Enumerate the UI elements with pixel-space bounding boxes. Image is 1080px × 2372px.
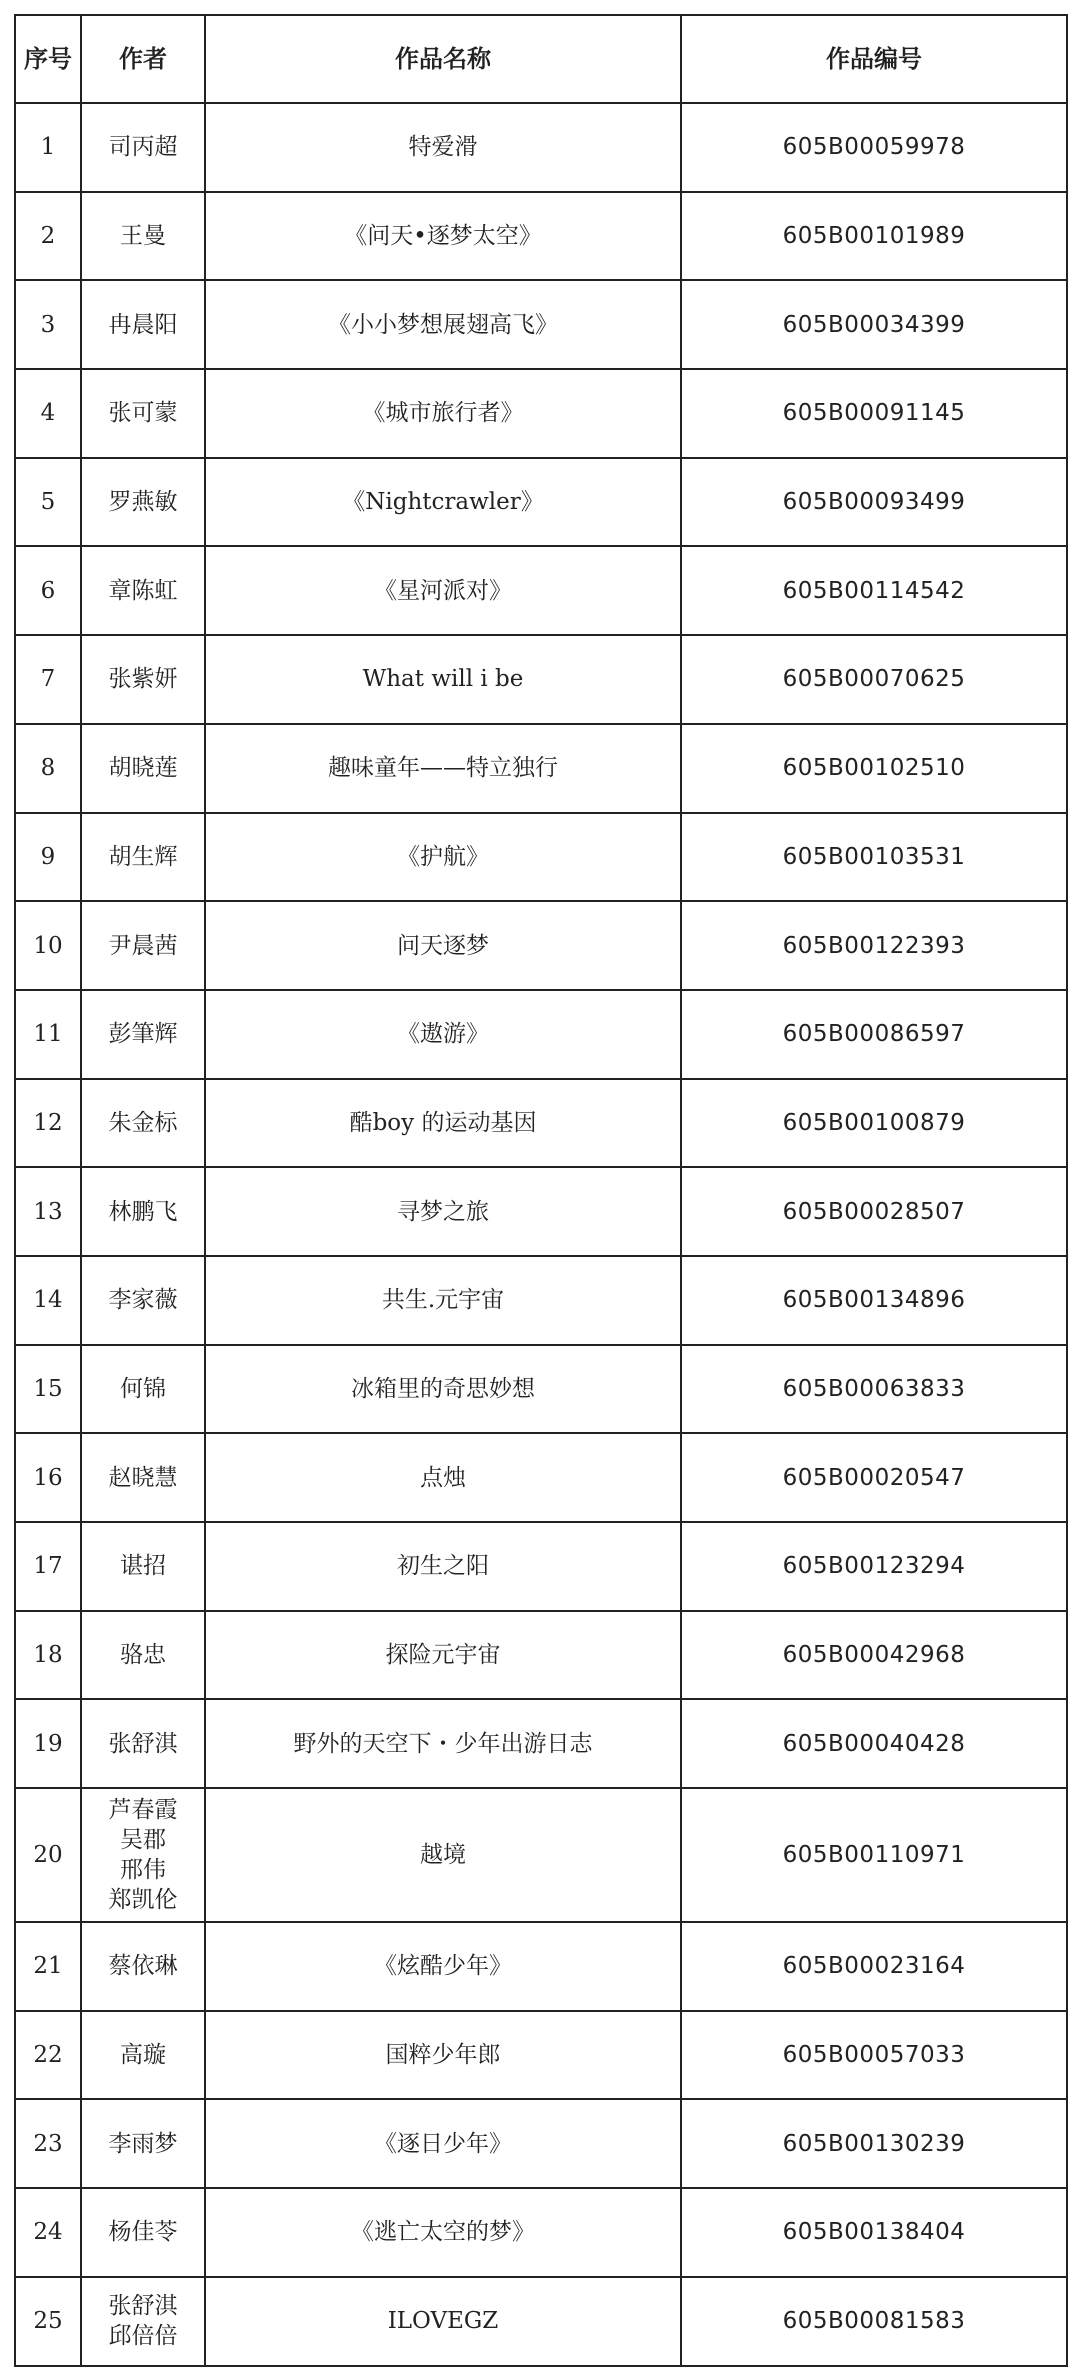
row-authors	[81, 103, 205, 192]
table-row	[15, 458, 1067, 547]
row-code: 605B00101989	[681, 192, 1067, 281]
row-title: 趣味童年——特立独行	[205, 724, 681, 813]
row-title: 国粹少年郎	[205, 2011, 681, 2100]
row-code: 605B00020547	[681, 1433, 1067, 1522]
row-index: 2	[15, 192, 81, 281]
table-row	[15, 1345, 1067, 1434]
row-authors	[81, 635, 205, 724]
table-row	[15, 724, 1067, 813]
author-name: 李家薇	[108, 1287, 178, 1314]
row-authors	[81, 2188, 205, 2277]
row-code: 605B00063833	[681, 1345, 1067, 1434]
header-index: 序号	[15, 15, 81, 103]
row-code: 605B00034399	[681, 280, 1067, 369]
row-code: 605B00028507	[681, 1167, 1067, 1256]
author-name: 吴郡	[120, 1827, 166, 1854]
author-name: 谌招	[120, 1553, 166, 1580]
table-row	[15, 546, 1067, 635]
author-name: 林鹏飞	[108, 1198, 178, 1225]
row-title: ILOVEGZ	[205, 2277, 681, 2366]
row-index: 7	[15, 635, 81, 724]
author-name: 彭筆辉	[108, 1021, 178, 1048]
author-name: 王曼	[120, 223, 166, 250]
row-authors	[81, 2277, 205, 2366]
row-title: 《逃亡太空的梦》	[205, 2188, 681, 2277]
table-row	[15, 103, 1067, 192]
table-row	[15, 1167, 1067, 1256]
table-row	[15, 2099, 1067, 2188]
row-title: 寻梦之旅	[205, 1167, 681, 1256]
author-name: 李雨梦	[108, 2130, 178, 2157]
row-index: 16	[15, 1433, 81, 1522]
row-authors	[81, 192, 205, 281]
row-index: 12	[15, 1079, 81, 1168]
row-title: 探险元宇宙	[205, 1611, 681, 1700]
author-name: 张紫妍	[108, 666, 178, 693]
row-index: 17	[15, 1522, 81, 1611]
table-body	[15, 103, 1067, 2366]
author-name: 杨佳苓	[108, 2219, 178, 2246]
row-title: 《逐日少年》	[205, 2099, 681, 2188]
row-title: 酷boy 的运动基因	[205, 1079, 681, 1168]
row-title: 《小小梦想展翅高飞》	[205, 280, 681, 369]
row-authors	[81, 990, 205, 1079]
table-row	[15, 813, 1067, 902]
author-name: 芦春霞	[108, 1797, 178, 1824]
table-row	[15, 990, 1067, 1079]
row-code: 605B00081583	[681, 2277, 1067, 2366]
row-authors	[81, 1345, 205, 1434]
author-name: 蔡依琳	[108, 1953, 178, 1980]
row-authors	[81, 724, 205, 813]
table-row	[15, 1079, 1067, 1168]
row-index: 15	[15, 1345, 81, 1434]
row-code: 605B00091145	[681, 369, 1067, 458]
row-index: 3	[15, 280, 81, 369]
row-index: 14	[15, 1256, 81, 1345]
row-authors	[81, 369, 205, 458]
table-row	[15, 2277, 1067, 2366]
row-title: 野外的天空下・少年出游日志	[205, 1699, 681, 1788]
author-name: 邢伟	[120, 1857, 166, 1884]
author-name: 张舒淇	[108, 1730, 178, 1757]
row-authors	[81, 280, 205, 369]
row-code: 605B00040428	[681, 1699, 1067, 1788]
table-row	[15, 901, 1067, 990]
row-code: 605B00042968	[681, 1611, 1067, 1700]
row-authors	[81, 1256, 205, 1345]
row-title: 《星河派对》	[205, 546, 681, 635]
table-row	[15, 192, 1067, 281]
row-authors	[81, 1611, 205, 1700]
row-authors	[81, 1788, 205, 1922]
row-authors	[81, 901, 205, 990]
row-title: 特爱滑	[205, 103, 681, 192]
author-name: 朱金标	[108, 1109, 178, 1136]
row-index: 8	[15, 724, 81, 813]
author-name: 张舒淇	[108, 2293, 178, 2320]
author-name: 高璇	[120, 2042, 166, 2069]
table-row	[15, 1611, 1067, 1700]
row-title: 《城市旅行者》	[205, 369, 681, 458]
author-name: 胡晓莲	[108, 755, 178, 782]
author-name: 赵晓慧	[108, 1464, 178, 1491]
row-index: 1	[15, 103, 81, 192]
row-index: 24	[15, 2188, 81, 2277]
table-row	[15, 2188, 1067, 2277]
row-code: 605B00102510	[681, 724, 1067, 813]
author-name: 邱倍倍	[108, 2323, 178, 2350]
row-authors	[81, 1167, 205, 1256]
row-code: 605B00130239	[681, 2099, 1067, 2188]
author-name: 章陈虹	[108, 577, 178, 604]
row-code: 605B00114542	[681, 546, 1067, 635]
row-code: 605B00070625	[681, 635, 1067, 724]
row-code: 605B00122393	[681, 901, 1067, 990]
row-index: 21	[15, 1922, 81, 2011]
row-code: 605B00110971	[681, 1788, 1067, 1922]
author-name: 尹晨茜	[108, 932, 178, 959]
author-name: 罗燕敏	[108, 489, 178, 516]
author-name: 郑凯伦	[108, 1887, 178, 1914]
row-authors	[81, 1079, 205, 1168]
row-code: 605B00057033	[681, 2011, 1067, 2100]
table-header	[15, 15, 1067, 103]
row-code: 605B00093499	[681, 458, 1067, 547]
row-code: 605B00100879	[681, 1079, 1067, 1168]
row-index: 23	[15, 2099, 81, 2188]
row-code: 605B00086597	[681, 990, 1067, 1079]
author-name: 骆忠	[120, 1642, 166, 1669]
row-code: 605B00023164	[681, 1922, 1067, 2011]
row-authors	[81, 1699, 205, 1788]
header-code: 作品编号	[681, 15, 1067, 103]
row-code: 605B00059978	[681, 103, 1067, 192]
table-row	[15, 1522, 1067, 1611]
author-name: 司丙超	[108, 134, 178, 161]
row-title: What will i be	[205, 635, 681, 724]
row-index: 20	[15, 1788, 81, 1922]
author-name: 冉晨阳	[108, 311, 178, 338]
row-title: 《Nightcrawler》	[205, 458, 681, 547]
author-name: 张可蒙	[108, 400, 178, 427]
row-title: 初生之阳	[205, 1522, 681, 1611]
header-row	[15, 15, 1067, 103]
row-authors	[81, 813, 205, 902]
table-row	[15, 2011, 1067, 2100]
table-row	[15, 280, 1067, 369]
row-title: 越境	[205, 1788, 681, 1922]
row-index: 22	[15, 2011, 81, 2100]
row-title: 问天逐梦	[205, 901, 681, 990]
row-index: 25	[15, 2277, 81, 2366]
row-title: 《炫酷少年》	[205, 1922, 681, 2011]
row-title: 《护航》	[205, 813, 681, 902]
row-authors	[81, 546, 205, 635]
row-title: 点烛	[205, 1433, 681, 1522]
row-code: 605B00134896	[681, 1256, 1067, 1345]
row-authors	[81, 458, 205, 547]
row-code: 605B00123294	[681, 1522, 1067, 1611]
row-index: 5	[15, 458, 81, 547]
author-name: 何锦	[120, 1375, 166, 1402]
row-authors	[81, 1922, 205, 2011]
row-index: 9	[15, 813, 81, 902]
table-row	[15, 1256, 1067, 1345]
row-title: 《遨游》	[205, 990, 681, 1079]
row-index: 13	[15, 1167, 81, 1256]
row-title: 冰箱里的奇思妙想	[205, 1345, 681, 1434]
row-code: 605B00138404	[681, 2188, 1067, 2277]
row-index: 18	[15, 1611, 81, 1700]
row-code: 605B00103531	[681, 813, 1067, 902]
works-table	[14, 14, 1068, 2367]
table-row	[15, 1699, 1067, 1788]
table-row	[15, 635, 1067, 724]
header-title: 作品名称	[205, 15, 681, 103]
table-row	[15, 1433, 1067, 1522]
row-authors	[81, 2011, 205, 2100]
row-authors	[81, 1433, 205, 1522]
row-title: 共生.元宇宙	[205, 1256, 681, 1345]
row-authors	[81, 1522, 205, 1611]
row-index: 6	[15, 546, 81, 635]
row-index: 10	[15, 901, 81, 990]
author-name: 胡生辉	[108, 843, 178, 870]
row-authors	[81, 2099, 205, 2188]
table-row	[15, 1788, 1067, 1922]
row-title: 《问天•逐梦太空》	[205, 192, 681, 281]
table-row	[15, 369, 1067, 458]
table-row	[15, 1922, 1067, 2011]
row-index: 11	[15, 990, 81, 1079]
header-author: 作者	[81, 15, 205, 103]
row-index: 19	[15, 1699, 81, 1788]
row-index: 4	[15, 369, 81, 458]
